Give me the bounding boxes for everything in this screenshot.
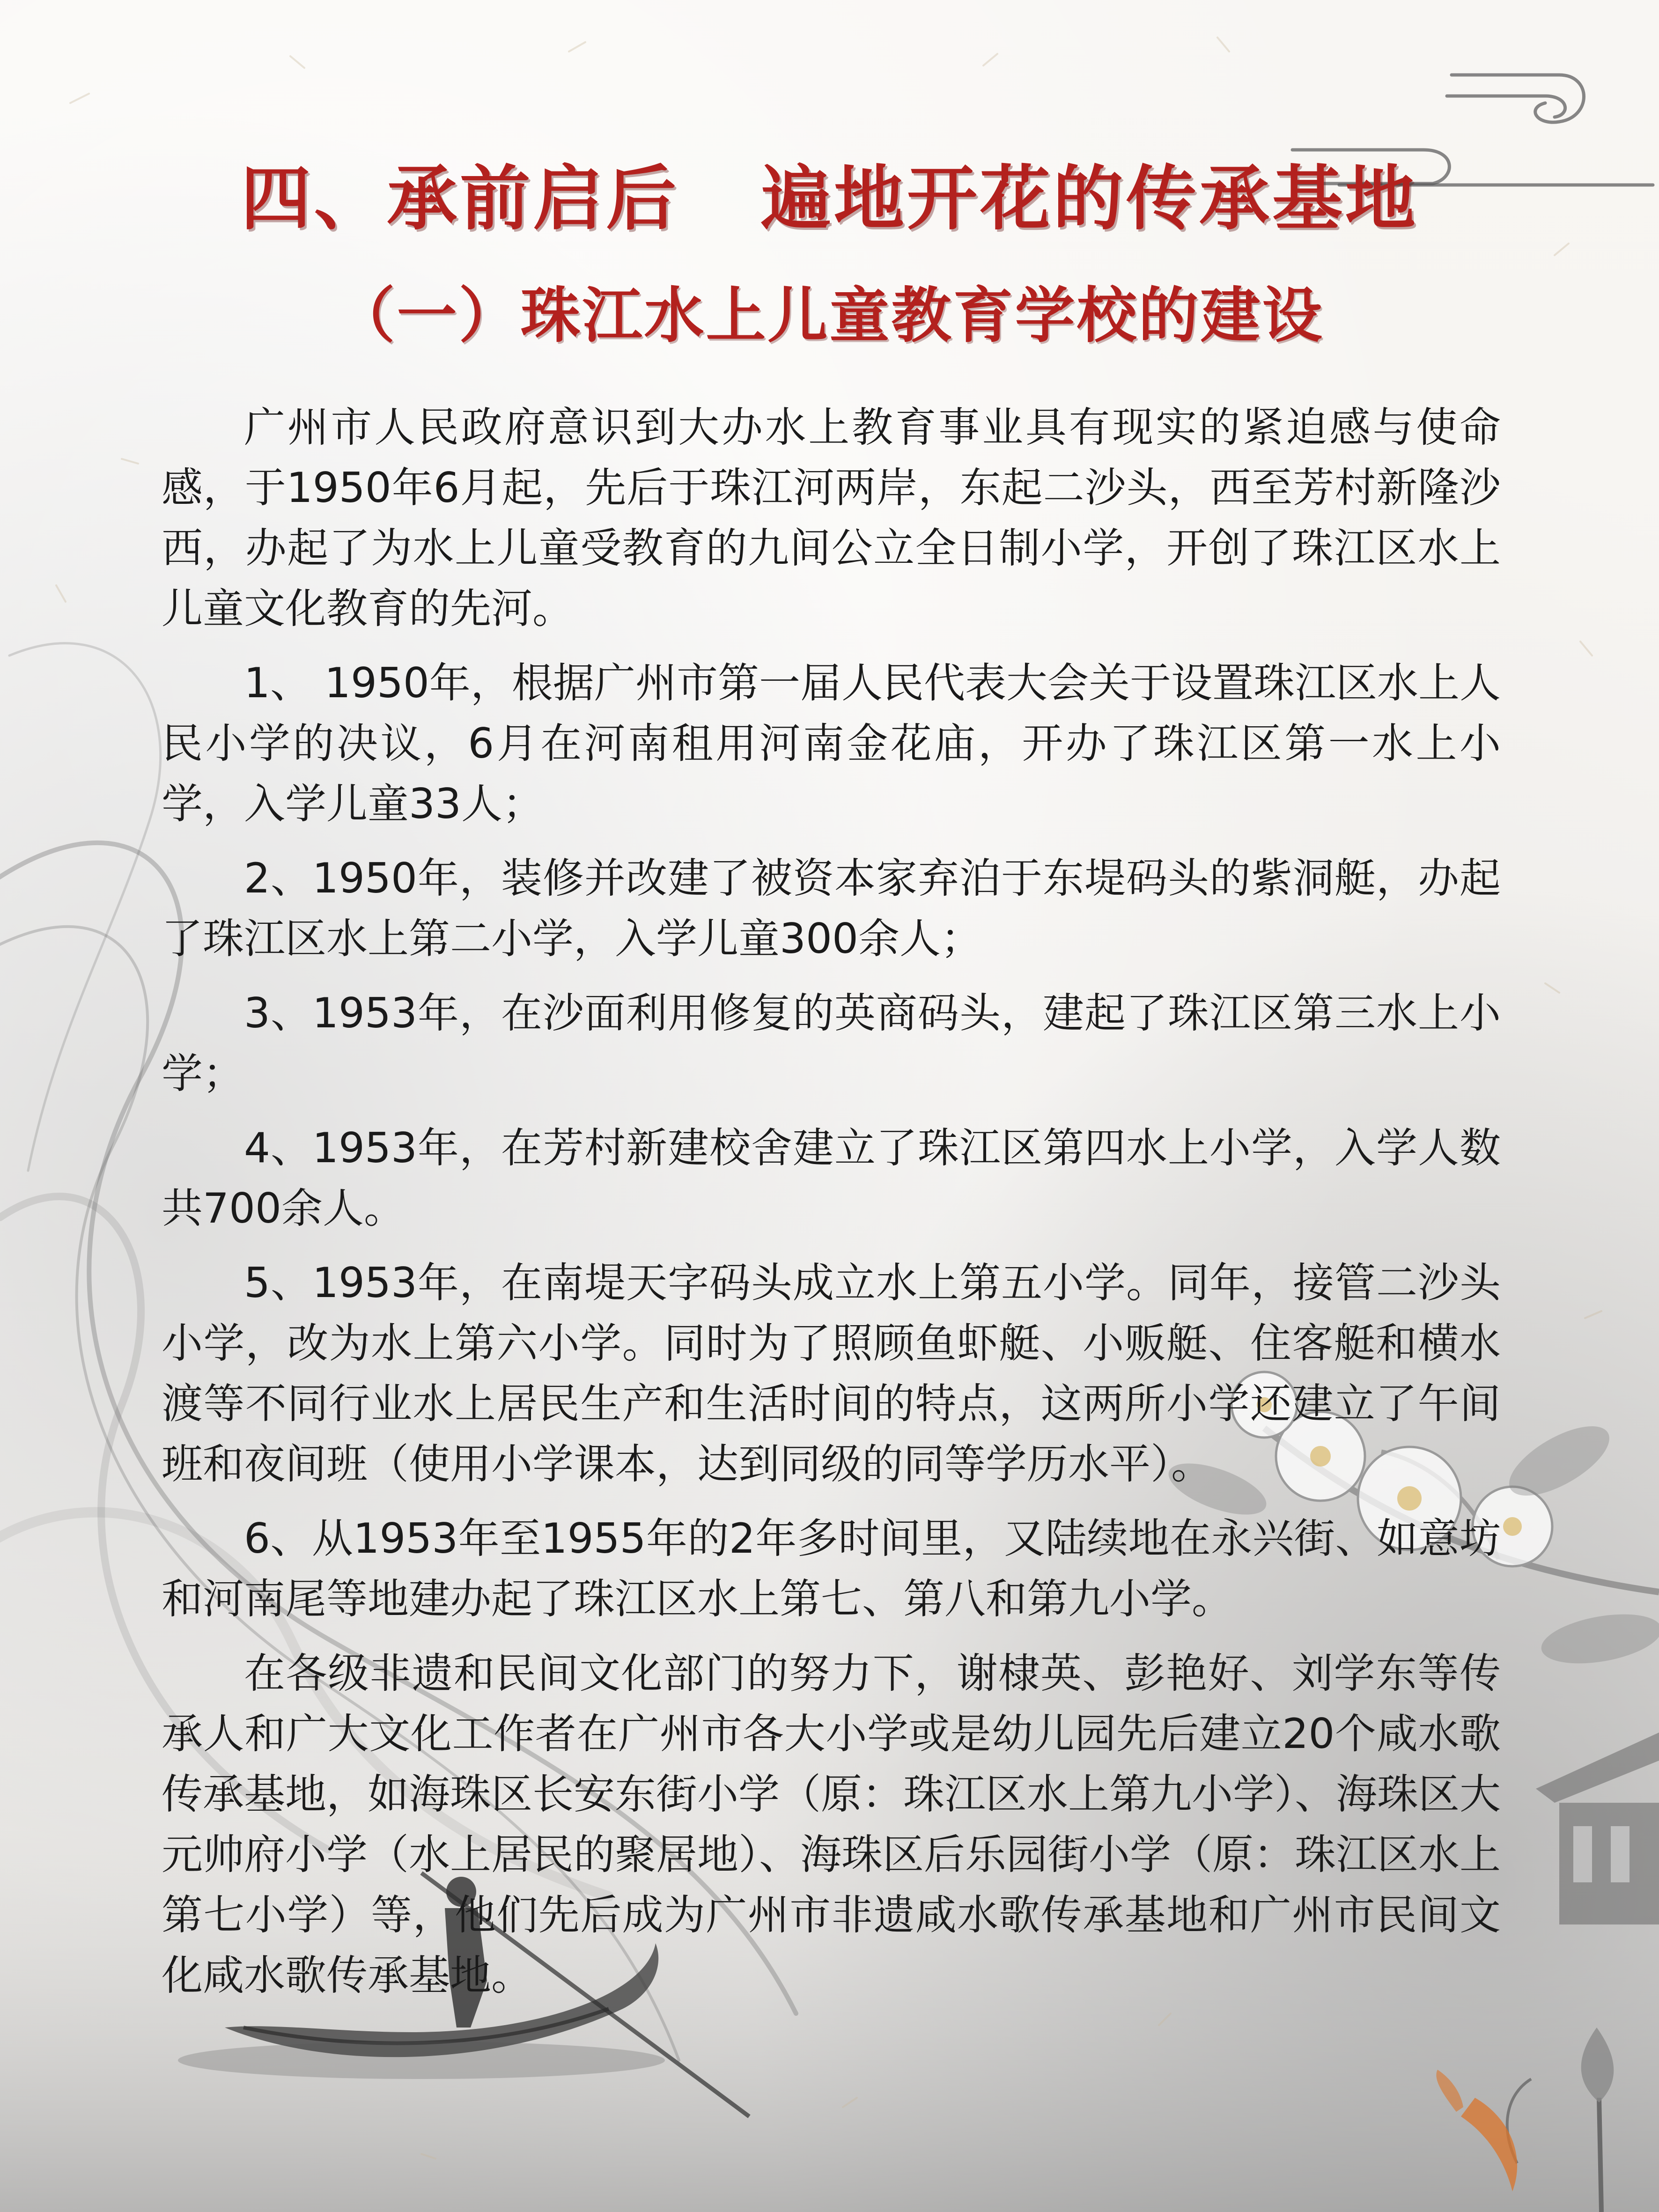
paragraph-item-6: 6、从1953年至1955年的2年多时间里，又陆续地在永兴街、如意坊和河南尾等地建办起了珠江区水上第七、第八和第九小学。 xyxy=(162,1514,1501,1623)
paragraph-item-1: 1、 1950年，根据广州市第一届人民代表大会关于设置珠江区水上人民小学的决议，6月在河南租用河南金花庙，开办了珠江区第一水上小学，入学儿童33人； xyxy=(162,659,1501,828)
section-subtitle: （一）珠江水上儿童教育学校的建设 xyxy=(335,281,1324,351)
paragraph-item-3: 3、1953年，在沙面利用修复的英商码头，建起了珠江区第三水上小学； xyxy=(162,989,1501,1098)
paragraph-item-2: 2、1950年，装修并改建了被资本家弃泊于东堤码头的紫洞艇，办起了珠江区水上第二小学，入学儿童300余人； xyxy=(162,854,1501,963)
paragraph-item-4: 4、1953年，在芳村新建校舍建立了珠江区第四水上小学，入学人数共700余人。 xyxy=(162,1124,1501,1232)
paragraph-closing: 在各级非遗和民间文化部门的努力下，谢棣英、彭艳好、刘学东等传承人和广大文化工作者在广州市各大小学或是幼儿园先后建立20个咸水歌传承基地，如海珠区长安东街小学（原：珠江区水上第九小学）、海珠区大元帅府小学（水上居民的聚居地）、海珠区后乐园街小学（原：珠江区水上第七小学）等，他们先后成为广州市非遗咸水歌传承基地和广州市民间文化咸水歌传承基地。 xyxy=(162,1649,1501,1999)
paragraph-item-5: 5、1953年，在南堤天字码头成立水上第五小学。同年，接管二沙头小学，改为水上第六小学。同时为了照顾鱼虾艇、小贩艇、住客艇和横水渡等不同行业水上居民生产和生活时间的特点，这两所小学还建立了午间班和夜间班（使用小学课本，达到同级的同等学历水平）。 xyxy=(162,1259,1501,1488)
body-text xyxy=(162,397,1501,2020)
paragraph-intro: 广州市人民政府意识到大办水上教育事业具有现实的紧迫感与使命感，于1950年6月起，先后于珠江河两岸，东起二沙头，西至芳村新隆沙西，办起了为水上儿童受教育的九间公立全日制小学，开创了珠江区水上儿童文化教育的先河。 xyxy=(162,403,1501,633)
page-title: 四、承前启后 遍地开花的传承基地 xyxy=(241,158,1418,240)
